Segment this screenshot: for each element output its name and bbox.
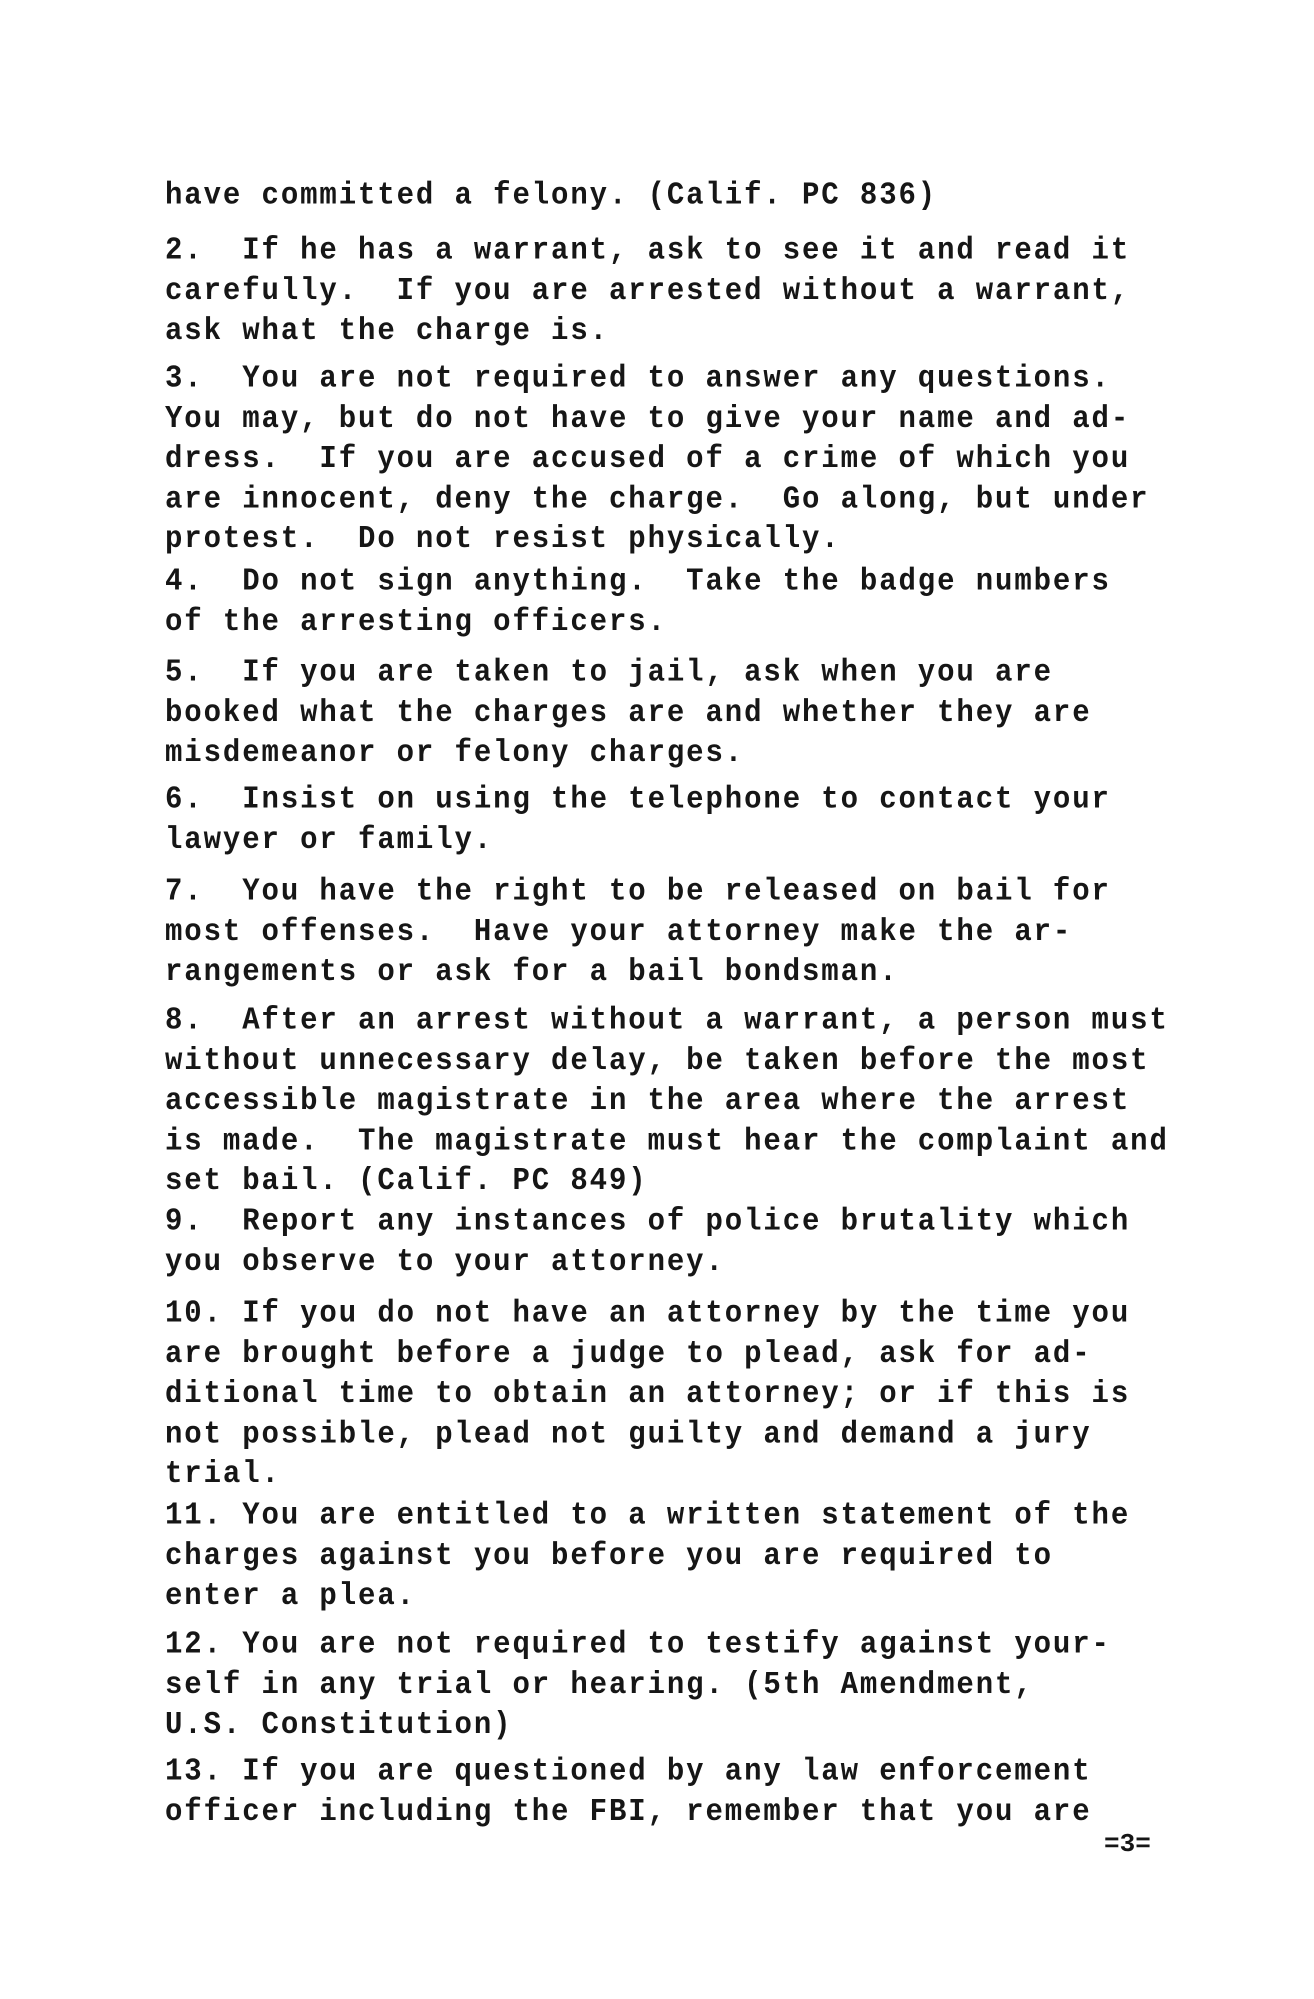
paragraph xyxy=(165,780,1111,861)
paragraph xyxy=(165,1496,1130,1617)
text-line: 12. You are not required to testify against your- xyxy=(165,1626,1111,1663)
paragraph xyxy=(165,653,1092,774)
text-line: enter a plea. xyxy=(165,1577,416,1614)
text-line: officer including the FBI, remember that you are xyxy=(165,1793,1092,1830)
text-line: most offenses. Have your attorney make the ar- xyxy=(165,913,1073,950)
text-line: without unnecessary delay, be taken before the most xyxy=(165,1042,1150,1079)
text-line: you observe to your attorney. xyxy=(165,1243,725,1280)
text-line: 2. If he has a warrant, ask to see it and read it xyxy=(165,232,1131,269)
text-line: 4. Do not sign anything. Take the badge numbers xyxy=(165,563,1111,600)
text-line: rangements or ask for a bail bondsman. xyxy=(165,953,899,990)
text-line: self in any trial or hearing. (5th Amendment, xyxy=(165,1666,1034,1703)
paragraph xyxy=(165,231,1130,352)
text-line: 5. If you are taken to jail, ask when you are xyxy=(165,654,1053,691)
text-line: trial. xyxy=(165,1456,281,1493)
text-line: are innocent, deny the charge. Go along, but under xyxy=(165,480,1150,518)
text-line: set bail. (Calif. PC 849) xyxy=(165,1163,648,1200)
text-line: have committed a felony. (Calif. PC 836) xyxy=(165,177,938,214)
paragraph xyxy=(165,1752,1092,1833)
text-line: 11. You are entitled to a written statement of the xyxy=(165,1497,1131,1534)
paragraph xyxy=(165,359,1149,560)
text-line: of the arresting officers. xyxy=(165,603,667,640)
text-line: ditional time to obtain an attorney; or if this is xyxy=(165,1375,1131,1412)
text-line: is made. The magistrate must hear the complaint and xyxy=(165,1122,1169,1160)
text-line: dress. If you are accused of a crime of which you xyxy=(165,440,1131,477)
text-line: not possible, plead not guilty and demand a jury xyxy=(165,1415,1092,1453)
text-line: accessible magistrate in the area where the arrest xyxy=(165,1082,1131,1119)
paragraph xyxy=(165,176,937,216)
page-number: =3= xyxy=(1104,1829,1151,1859)
text-line: 6. Insist on using the telephone to contact your xyxy=(165,781,1111,818)
paragraph xyxy=(165,1625,1111,1746)
text-line: 9. Report any instances of police brutality which xyxy=(165,1203,1131,1240)
paragraph xyxy=(165,1202,1130,1283)
text-line: You may, but do not have to give your name and ad- xyxy=(165,400,1131,437)
text-line: are brought before a judge to plead, ask for ad- xyxy=(165,1335,1092,1372)
text-line: booked what the charges are and whether they are xyxy=(165,694,1092,731)
paragraph xyxy=(165,1294,1130,1495)
text-line: charges against you before you are required to xyxy=(165,1537,1053,1574)
text-line: 13. If you are questioned by any law enforcement xyxy=(165,1753,1092,1790)
paragraph xyxy=(165,872,1111,993)
text-line: 10. If you do not have an attorney by the time you xyxy=(165,1295,1131,1332)
text-line: misdemeanor or felony charges. xyxy=(165,734,745,771)
text-line: 7. You have the right to be released on bail for xyxy=(165,873,1111,910)
paragraph xyxy=(165,562,1111,643)
paragraph xyxy=(165,1001,1169,1202)
text-line: lawyer or family. xyxy=(165,821,494,858)
text-line: 8. After an arrest without a warrant, a person must xyxy=(165,1002,1169,1039)
text-line: carefully. If you are arrested without a warrant, xyxy=(165,272,1131,309)
text-line: 3. You are not required to answer any questions. xyxy=(165,360,1111,397)
text-line: U.S. Constitution) xyxy=(165,1706,513,1743)
text-line: protest. Do not resist physically. xyxy=(165,521,841,558)
text-line: ask what the charge is. xyxy=(165,312,609,349)
